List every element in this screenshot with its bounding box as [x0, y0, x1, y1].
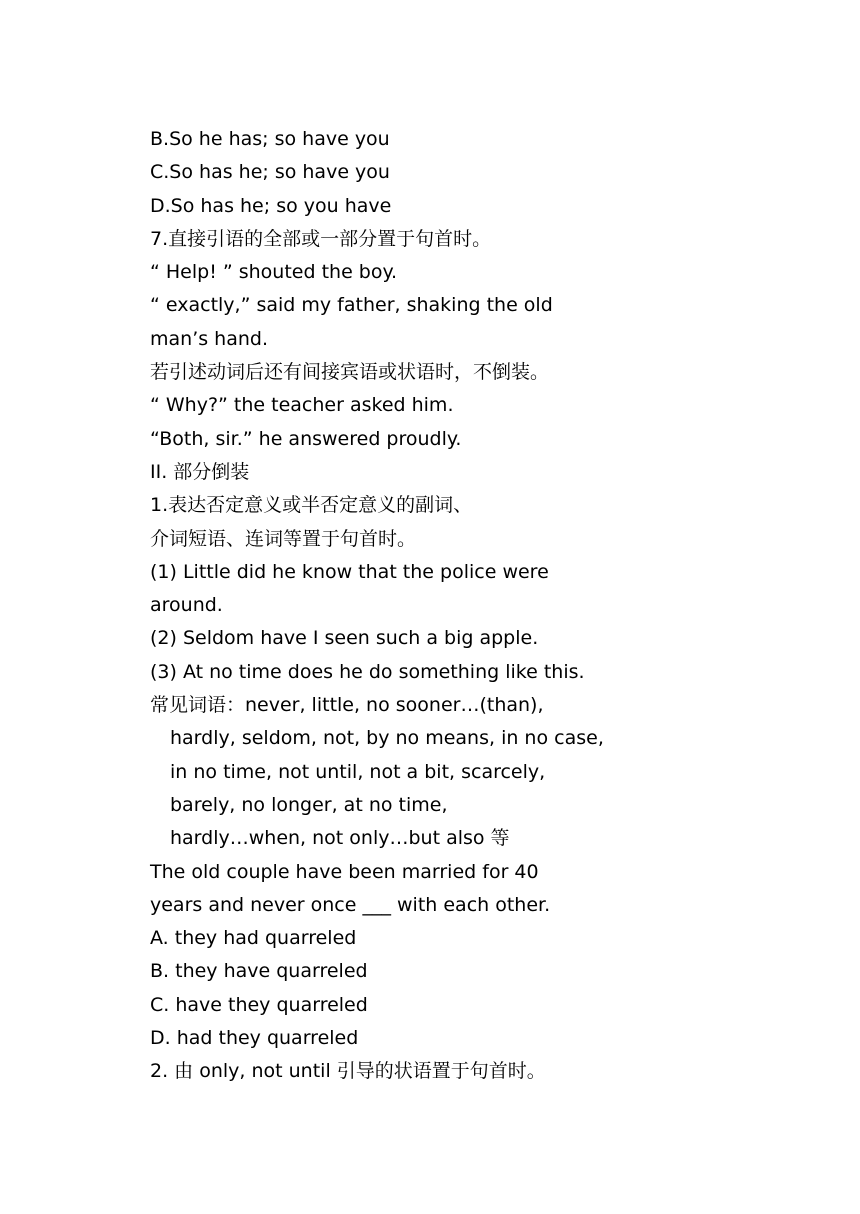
example-line: “ Why?” the teacher asked him. — [150, 394, 454, 417]
common-words-line: hardly…when, not only…but also 等 — [170, 827, 510, 850]
option-d: D. had they quarreled — [150, 1027, 359, 1050]
option-b: B.So he has; so have you — [150, 128, 390, 150]
option-d: D.So has he; so you have — [150, 194, 392, 217]
rule-1-heading-cont: 介词短语、连词等置于句首时。 — [150, 527, 417, 550]
example-line: (2) Seldom have I seen such a big apple. — [150, 627, 539, 650]
common-words-line: hardly, seldom, not, by no means, in no case, — [170, 727, 604, 750]
common-words-line: barely, no longer, at no time, — [170, 793, 448, 816]
option-b: B. they have quarreled — [150, 960, 368, 983]
option-a: A. they had quarreled — [150, 927, 357, 950]
option-c: C.So has he; so have you — [150, 161, 390, 184]
section-heading: II. 部分倒装 — [150, 460, 250, 483]
rule-2-heading: 2. 由 only, not until 引导的状语置于句首时。 — [150, 1060, 546, 1083]
example-line: “ exactly,” said my father, shaking the old — [150, 294, 553, 317]
common-words-line: in no time, not until, not a bit, scarcely, — [170, 760, 546, 783]
example-line: “ Help! ” shouted the boy. — [150, 261, 398, 284]
rule-note: 若引述动词后还有间接宾语或状语时，不倒装。 — [150, 361, 550, 384]
option-c: C. have they quarreled — [150, 993, 368, 1016]
example-line: “Both, sir.” he answered proudly. — [150, 427, 462, 450]
example-line: (1) Little did he know that the police were — [150, 560, 549, 583]
common-words-line: 常见词语：never, little, no sooner…(than), — [150, 694, 544, 717]
rule-7-heading: 7.直接引语的全部或一部分置于句首时。 — [150, 227, 492, 250]
question-stem: The old couple have been married for 40 — [150, 860, 539, 883]
example-line: (3) At no time does he do something like this. — [150, 660, 585, 683]
rule-1-heading: 1.表达否定意义或半否定意义的副词、 — [150, 494, 473, 517]
example-line: man’s hand. — [150, 327, 268, 350]
question-stem: years and never once ___ with each other. — [150, 893, 551, 916]
document-page — [150, 123, 830, 1089]
example-line: around. — [150, 594, 223, 617]
